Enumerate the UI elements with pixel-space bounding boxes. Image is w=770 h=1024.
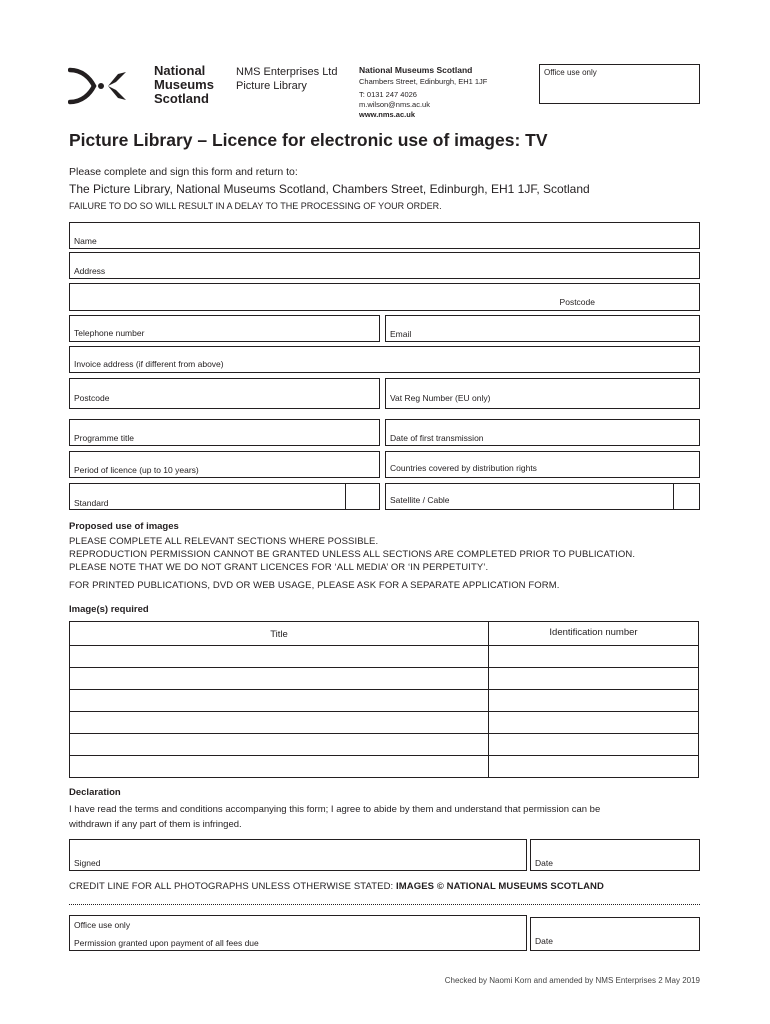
invoice-address-label: Invoice address (if different from above): [74, 359, 224, 369]
images-row-divider: [70, 733, 698, 734]
telephone-label: Telephone number: [74, 328, 145, 338]
countries-label: Countries covered by distribution rights: [390, 463, 537, 473]
nms-title: National Museums Scotland: [359, 65, 473, 75]
intro-line3: FAILURE TO DO SO WILL RESULT IN A DELAY TO THE PROCESSING OF YOUR ORDER.: [69, 201, 442, 211]
nms-logo: [68, 64, 228, 108]
images-row-divider: [70, 667, 698, 668]
nms-logo-icon: [68, 64, 150, 108]
dotted-divider: [69, 904, 700, 905]
period-field[interactable]: [69, 451, 380, 478]
address-field-2[interactable]: [69, 283, 700, 311]
countries-field[interactable]: [385, 451, 700, 478]
first-transmission-field[interactable]: [385, 419, 700, 446]
intro-line1: Please complete and sign this form and return to:: [69, 166, 298, 178]
telephone-field[interactable]: [69, 315, 380, 342]
intro-line2: The Picture Library, National Museums Scotland, Chambers Street, Edinburgh, EH1 1JF, Scotland: [69, 182, 590, 196]
address-label: Address: [74, 266, 106, 276]
declaration-line1: I have read the terms and conditions accompanying this form; I agree to abide by them and understand that permission can be: [69, 804, 601, 815]
nms-phone: T: 0131 247 4026: [359, 90, 417, 99]
enterprise-name: NMS Enterprises Ltd: [236, 66, 338, 78]
nms-email: m.wilson@nms.ac.uk: [359, 100, 430, 109]
programme-title-label: Programme title: [74, 433, 134, 443]
logo-line1: National: [154, 63, 206, 78]
images-col-id: Identification number: [549, 627, 638, 638]
satellite-label: Satellite / Cable: [390, 495, 450, 505]
standard-label: Standard: [74, 498, 109, 508]
office-use-label: Office use only: [544, 68, 597, 77]
proposed-heading: Proposed use of images: [69, 521, 179, 532]
permission-label: Permission granted upon payment of all fees due: [74, 938, 259, 948]
declaration-line2: withdrawn if any part of them is infringed.: [69, 819, 242, 830]
proposed-line1: PLEASE COMPLETE ALL RELEVANT SECTIONS WHERE POSSIBLE.: [69, 536, 379, 547]
signed-label: Signed: [74, 858, 101, 868]
postcode-label: Postcode: [559, 297, 595, 307]
invoice-postcode-label: Postcode: [74, 393, 110, 403]
vat-label: Vat Reg Number (EU only): [390, 393, 491, 403]
name-label: Name: [74, 236, 97, 246]
proposed-line2: REPRODUCTION PERMISSION CANNOT BE GRANTED UNLESS ALL SECTIONS ARE COMPLETED PRIOR TO PUBLICATION.: [69, 549, 636, 560]
signed-field[interactable]: [69, 839, 527, 871]
nms-web: www.nms.ac.uk: [359, 110, 415, 119]
proposed-line3: PLEASE NOTE THAT WE DO NOT GRANT LICENCES FOR ‘ALL MEDIA’ OR ‘IN PERPETUITY’.: [69, 562, 489, 573]
name-field[interactable]: [69, 222, 700, 249]
images-row-divider: [70, 645, 698, 646]
footer-note: Checked by Naomi Korn and amended by NMS Enterprises 2 May 2019: [444, 976, 700, 985]
credit-prefix: CREDIT LINE FOR ALL PHOTOGRAPHS UNLESS OTHERWISE STATED:: [69, 881, 397, 892]
invoice-postcode-field[interactable]: [69, 378, 380, 409]
images-row-divider: [70, 755, 698, 756]
nms-address: Chambers Street, Edinburgh, EH1 1JF: [359, 77, 488, 86]
office-use-bottom-label: Office use only: [74, 920, 131, 930]
proposed-line4: FOR PRINTED PUBLICATIONS, DVD OR WEB USAGE, PLEASE ASK FOR A SEPARATE APPLICATION FORM.: [69, 580, 560, 591]
office-date-field[interactable]: [530, 917, 700, 951]
office-date-label: Date: [535, 936, 553, 946]
credit-line: [69, 881, 604, 892]
invoice-address-field[interactable]: [69, 346, 700, 373]
images-heading: Image(s) required: [69, 604, 149, 615]
email-field[interactable]: [385, 315, 700, 342]
logo-line2: Museums: [154, 77, 214, 92]
satellite-checkbox[interactable]: [673, 483, 700, 510]
standard-checkbox[interactable]: [345, 483, 380, 510]
satellite-field[interactable]: [385, 483, 674, 510]
credit-bold: IMAGES © NATIONAL MUSEUMS SCOTLAND: [396, 881, 604, 892]
images-col-title: Title: [270, 629, 288, 640]
images-table: [69, 621, 699, 778]
first-transmission-label: Date of first transmission: [390, 433, 484, 443]
office-use-bottom[interactable]: [69, 915, 527, 951]
images-row-divider: [70, 711, 698, 712]
signed-date-field[interactable]: [530, 839, 700, 871]
signed-date-label: Date: [535, 858, 553, 868]
enterprise-library: Picture Library: [236, 80, 307, 92]
vat-field[interactable]: [385, 378, 700, 409]
page-title: Picture Library – Licence for electronic use of images: TV: [69, 130, 548, 150]
office-use-box[interactable]: [539, 64, 700, 104]
images-row-divider: [70, 689, 698, 690]
declaration-heading: Declaration: [69, 787, 121, 798]
logo-line3: Scotland: [154, 91, 209, 106]
standard-field[interactable]: [69, 483, 346, 510]
period-label: Period of licence (up to 10 years): [74, 465, 199, 475]
email-label: Email: [390, 329, 412, 339]
address-field[interactable]: [69, 252, 700, 279]
programme-title-field[interactable]: [69, 419, 380, 446]
